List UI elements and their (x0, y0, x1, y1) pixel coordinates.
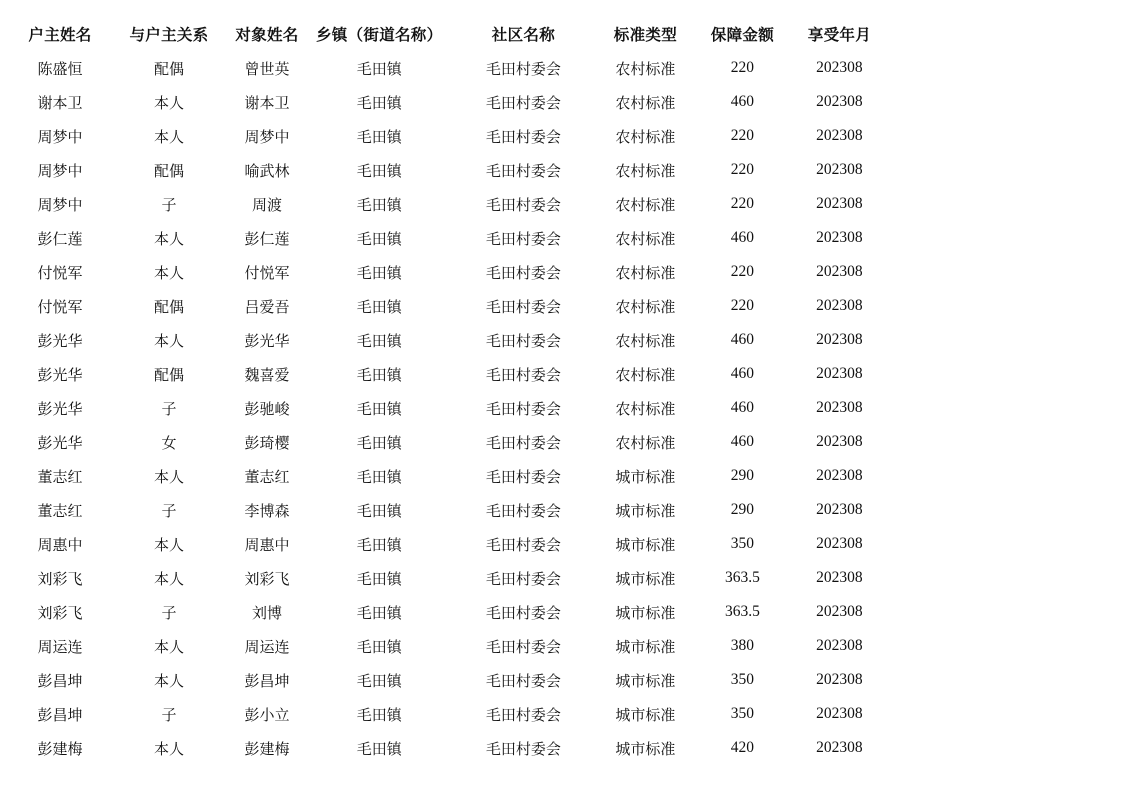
header-benefit-month: 享受年月 (807, 26, 871, 44)
householder-name-cell: 周运连 (37, 637, 83, 656)
standard-type-cell: 城市标准 (615, 705, 676, 724)
township-cell: 毛田镇 (356, 535, 402, 554)
benefit-month-cell: 202308 (816, 501, 863, 518)
table-row (0, 425, 880, 459)
benefit-amount-cell: 460 (730, 331, 755, 348)
recipient-name-cell: 彭光华 (244, 331, 290, 350)
benefit-month-cell: 202308 (816, 399, 863, 416)
recipient-name-cell: 吕爱吾 (244, 297, 290, 316)
relation-cell: 本人 (153, 331, 184, 350)
benefit-amount-cell: 220 (730, 263, 755, 280)
township-cell: 毛田镇 (356, 603, 402, 622)
township-cell: 毛田镇 (356, 229, 402, 248)
relation-cell: 本人 (153, 637, 184, 656)
community-cell: 毛田村委会 (485, 59, 561, 78)
standard-type-cell: 城市标准 (615, 603, 676, 622)
township-cell: 毛田镇 (356, 569, 402, 588)
recipient-name-cell: 董志红 (244, 467, 290, 486)
community-cell: 毛田村委会 (485, 297, 561, 316)
benefit-amount-cell: 290 (730, 501, 755, 518)
table-row (0, 595, 880, 629)
table-row (0, 153, 880, 187)
benefit-month-cell: 202308 (816, 467, 863, 484)
householder-name-cell: 彭仁莲 (37, 229, 83, 248)
benefit-amount-cell: 460 (730, 229, 755, 246)
benefit-amount-cell: 220 (730, 161, 755, 178)
township-cell: 毛田镇 (356, 399, 402, 418)
township-cell: 毛田镇 (356, 637, 402, 656)
recipient-name-cell: 李博森 (244, 501, 290, 520)
benefit-month-cell: 202308 (816, 705, 863, 722)
recipient-name-cell: 刘彩飞 (244, 569, 290, 588)
relation-cell: 本人 (153, 467, 184, 486)
householder-name-cell: 周惠中 (37, 535, 83, 554)
township-cell: 毛田镇 (356, 161, 402, 180)
benefit-amount-cell: 420 (730, 739, 755, 756)
benefit-month-cell: 202308 (816, 229, 863, 246)
recipient-name-cell: 刘博 (251, 603, 282, 622)
township-cell: 毛田镇 (356, 739, 402, 758)
benefit-month-cell: 202308 (816, 161, 863, 178)
recipient-name-cell: 周惠中 (244, 535, 290, 554)
householder-name-cell: 谢本卫 (37, 93, 83, 112)
benefit-amount-cell: 220 (730, 297, 755, 314)
community-cell: 毛田村委会 (485, 637, 561, 656)
benefit-month-cell: 202308 (816, 365, 863, 382)
benefit-month-cell: 202308 (816, 59, 863, 76)
householder-name-cell: 彭建梅 (37, 739, 83, 758)
community-cell: 毛田村委会 (485, 229, 561, 248)
standard-type-cell: 农村标准 (615, 331, 676, 350)
standard-type-cell: 农村标准 (615, 161, 676, 180)
householder-name-cell: 彭光华 (37, 365, 83, 384)
standard-type-cell: 农村标准 (615, 93, 676, 112)
relation-cell: 配偶 (153, 297, 184, 316)
table-row (0, 323, 880, 357)
benefit-amount-cell: 460 (730, 365, 755, 382)
header-row (0, 17, 880, 51)
benefit-amount-cell: 220 (730, 127, 755, 144)
relation-cell: 本人 (153, 93, 184, 112)
table-row (0, 289, 880, 323)
community-cell: 毛田村委会 (485, 501, 561, 520)
table-row (0, 221, 880, 255)
relation-cell: 本人 (153, 739, 184, 758)
benefit-amount-cell: 350 (730, 705, 755, 722)
householder-name-cell: 彭昌坤 (37, 705, 83, 724)
standard-type-cell: 城市标准 (615, 739, 676, 758)
householder-name-cell: 董志红 (37, 501, 83, 520)
householder-name-cell: 彭光华 (37, 399, 83, 418)
relation-cell: 本人 (153, 671, 184, 690)
relation-cell: 子 (161, 399, 177, 418)
householder-name-cell: 周梦中 (37, 161, 83, 180)
standard-type-cell: 城市标准 (615, 467, 676, 486)
township-cell: 毛田镇 (356, 433, 402, 452)
householder-name-cell: 董志红 (37, 467, 83, 486)
table-row (0, 493, 880, 527)
community-cell: 毛田村委会 (485, 603, 561, 622)
table-row (0, 119, 880, 153)
benefit-month-cell: 202308 (816, 331, 863, 348)
standard-type-cell: 城市标准 (615, 569, 676, 588)
table-row (0, 663, 880, 697)
standard-type-cell: 城市标准 (615, 637, 676, 656)
relation-cell: 本人 (153, 263, 184, 282)
table-row (0, 459, 880, 493)
table-row (0, 357, 880, 391)
householder-name-cell: 彭光华 (37, 331, 83, 350)
standard-type-cell: 农村标准 (615, 399, 676, 418)
benefit-amount-cell: 460 (730, 93, 755, 110)
recipient-name-cell: 喻武林 (244, 161, 290, 180)
township-cell: 毛田镇 (356, 127, 402, 146)
recipient-name-cell: 彭昌坤 (244, 671, 290, 690)
benefit-amount-cell: 220 (730, 59, 755, 76)
community-cell: 毛田村委会 (485, 671, 561, 690)
header-community-name: 社区名称 (491, 26, 555, 44)
header-householder-name: 户主姓名 (28, 26, 92, 44)
township-cell: 毛田镇 (356, 365, 402, 384)
benefit-month-cell: 202308 (816, 127, 863, 144)
householder-name-cell: 彭昌坤 (37, 671, 83, 690)
benefit-month-cell: 202308 (816, 569, 863, 586)
table-row (0, 255, 880, 289)
standard-type-cell: 城市标准 (615, 501, 676, 520)
benefit-amount-cell: 380 (730, 637, 755, 654)
table-row (0, 391, 880, 425)
relation-cell: 配偶 (153, 59, 184, 78)
benefit-amount-cell: 363.5 (724, 569, 760, 586)
benefit-amount-cell: 350 (730, 535, 755, 552)
table-row (0, 561, 880, 595)
benefit-month-cell: 202308 (816, 671, 863, 688)
relation-cell: 本人 (153, 127, 184, 146)
benefit-amount-cell: 460 (730, 433, 755, 450)
recipient-name-cell: 付悦军 (244, 263, 290, 282)
standard-type-cell: 城市标准 (615, 671, 676, 690)
relation-cell: 子 (161, 501, 177, 520)
benefit-month-cell: 202308 (816, 93, 863, 110)
benefit-month-cell: 202308 (816, 739, 863, 756)
community-cell: 毛田村委会 (485, 263, 561, 282)
householder-name-cell: 刘彩飞 (37, 569, 83, 588)
recipient-name-cell: 彭建梅 (244, 739, 290, 758)
benefit-amount-cell: 363.5 (724, 603, 760, 620)
township-cell: 毛田镇 (356, 297, 402, 316)
community-cell: 毛田村委会 (485, 399, 561, 418)
standard-type-cell: 农村标准 (615, 127, 676, 146)
township-cell: 毛田镇 (356, 93, 402, 112)
recipient-name-cell: 周梦中 (244, 127, 290, 146)
table-header (0, 17, 880, 51)
table-row (0, 697, 880, 731)
recipient-name-cell: 周运连 (244, 637, 290, 656)
benefit-month-cell: 202308 (816, 195, 863, 212)
community-cell: 毛田村委会 (485, 739, 561, 758)
standard-type-cell: 农村标准 (615, 263, 676, 282)
header-benefit-amount: 保障金额 (710, 26, 774, 44)
table-row (0, 731, 880, 765)
benefit-month-cell: 202308 (816, 297, 863, 314)
community-cell: 毛田村委会 (485, 365, 561, 384)
recipient-name-cell: 彭仁莲 (244, 229, 290, 248)
table-row (0, 527, 880, 561)
relation-cell: 子 (161, 705, 177, 724)
householder-name-cell: 周梦中 (37, 195, 83, 214)
householder-name-cell: 付悦军 (37, 263, 83, 282)
recipient-name-cell: 魏喜爱 (244, 365, 290, 384)
recipient-name-cell: 彭驰峻 (244, 399, 290, 418)
benefit-amount-cell: 220 (730, 195, 755, 212)
community-cell: 毛田村委会 (485, 195, 561, 214)
benefit-month-cell: 202308 (816, 535, 863, 552)
relation-cell: 子 (161, 195, 177, 214)
householder-name-cell: 刘彩飞 (37, 603, 83, 622)
community-cell: 毛田村委会 (485, 127, 561, 146)
township-cell: 毛田镇 (356, 331, 402, 350)
table-row (0, 85, 880, 119)
recipient-name-cell: 曾世英 (244, 59, 290, 78)
householder-name-cell: 付悦军 (37, 297, 83, 316)
standard-type-cell: 农村标准 (615, 229, 676, 248)
benefit-amount-cell: 350 (730, 671, 755, 688)
community-cell: 毛田村委会 (485, 331, 561, 350)
standard-type-cell: 城市标准 (615, 535, 676, 554)
householder-name-cell: 彭光华 (37, 433, 83, 452)
recipient-name-cell: 谢本卫 (244, 93, 290, 112)
header-standard-type: 标准类型 (613, 26, 677, 44)
table-body (0, 51, 880, 765)
community-cell: 毛田村委会 (485, 569, 561, 588)
header-relation-to-householder: 与户主关系 (129, 26, 209, 44)
householder-name-cell: 陈盛恒 (37, 59, 83, 78)
benefit-amount-cell: 290 (730, 467, 755, 484)
benefit-month-cell: 202308 (816, 433, 863, 450)
header-recipient-name: 对象姓名 (235, 26, 299, 44)
table-row (0, 187, 880, 221)
standard-type-cell: 农村标准 (615, 59, 676, 78)
standard-type-cell: 农村标准 (615, 365, 676, 384)
community-cell: 毛田村委会 (485, 535, 561, 554)
relation-cell: 本人 (153, 569, 184, 588)
township-cell: 毛田镇 (356, 59, 402, 78)
relation-cell: 子 (161, 603, 177, 622)
header-township: 乡镇（街道名称） (316, 26, 443, 44)
table-row (0, 629, 880, 663)
benefit-month-cell: 202308 (816, 263, 863, 280)
standard-type-cell: 农村标准 (615, 297, 676, 316)
householder-name-cell: 周梦中 (37, 127, 83, 146)
township-cell: 毛田镇 (356, 671, 402, 690)
standard-type-cell: 农村标准 (615, 433, 676, 452)
township-cell: 毛田镇 (356, 501, 402, 520)
relation-cell: 女 (161, 433, 177, 452)
benefit-amount-cell: 460 (730, 399, 755, 416)
community-cell: 毛田村委会 (485, 467, 561, 486)
township-cell: 毛田镇 (356, 195, 402, 214)
township-cell: 毛田镇 (356, 467, 402, 486)
relation-cell: 配偶 (153, 365, 184, 384)
relation-cell: 本人 (153, 535, 184, 554)
community-cell: 毛田村委会 (485, 93, 561, 112)
recipient-name-cell: 彭小立 (244, 705, 290, 724)
recipient-name-cell: 彭琦樱 (244, 433, 290, 452)
township-cell: 毛田镇 (356, 263, 402, 282)
community-cell: 毛田村委会 (485, 705, 561, 724)
benefit-month-cell: 202308 (816, 603, 863, 620)
table-row (0, 51, 880, 85)
township-cell: 毛田镇 (356, 705, 402, 724)
community-cell: 毛田村委会 (485, 433, 561, 452)
community-cell: 毛田村委会 (485, 161, 561, 180)
relation-cell: 配偶 (153, 161, 184, 180)
benefit-month-cell: 202308 (816, 637, 863, 654)
recipient-name-cell: 周渡 (251, 195, 282, 214)
benefit-roster-table (0, 17, 880, 765)
relation-cell: 本人 (153, 229, 184, 248)
standard-type-cell: 农村标准 (615, 195, 676, 214)
